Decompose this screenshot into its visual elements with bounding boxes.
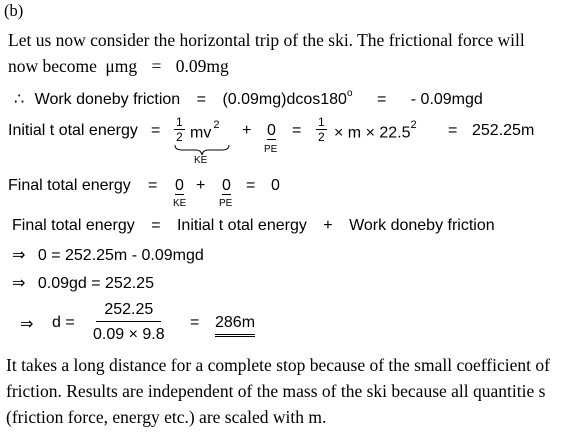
half2-denominator: 2 <box>318 130 325 144</box>
final-lhs: Final total energy <box>8 177 131 194</box>
balance-lhs: Final total energy <box>12 217 135 234</box>
pe-value: 0 <box>267 122 276 139</box>
final-pe-label: PE <box>219 198 233 209</box>
mg-term: mg <box>114 56 138 76</box>
initial-eq-3: = <box>448 122 458 139</box>
final-ke-label: KE <box>173 198 187 209</box>
friction-force-value: 0.09mg <box>175 56 229 76</box>
work-line <box>14 89 483 109</box>
initial-result: 252.25m <box>472 122 535 139</box>
ke-label: KE <box>194 155 208 166</box>
pe-label: PE <box>264 144 278 155</box>
conclusion-line-3: (friction force, energy etc.) are scaled with m. <box>6 407 327 427</box>
step-2 <box>12 273 154 293</box>
half-fraction-2 <box>316 116 327 143</box>
balance-plus: + <box>323 217 333 234</box>
d-denominator: 0.09 × 9.8 <box>93 326 165 343</box>
final-eq-2: = <box>246 177 256 194</box>
balance-eq: = <box>151 217 161 234</box>
step-1-text: 0 = 252.25m - 0.09mgd <box>37 247 204 264</box>
conclusion-line-2: friction. Results are independent of the mass of the ski because all quantitie s <box>6 381 546 401</box>
step-2-text: 0.09gd = 252.25 <box>37 275 154 292</box>
implies-icon: ⇒ <box>20 316 34 333</box>
step-3-arrow <box>20 314 33 334</box>
d-fraction <box>93 302 165 343</box>
implies-icon: ⇒ <box>12 247 26 264</box>
final-result: 0 <box>271 177 280 194</box>
intro-line-1: Let us now consider the horizontal trip of the ski. The frictional force will <box>8 30 525 50</box>
initial-plus: + <box>242 122 252 139</box>
final-pe-value: 0 <box>222 177 231 194</box>
step-1 <box>12 245 204 265</box>
implies-icon: ⇒ <box>12 275 26 292</box>
d-numerator: 252.25 <box>96 302 161 322</box>
final-answer: 286m <box>215 314 255 337</box>
initial-lhs: Initial t otal energy <box>8 122 138 139</box>
mv-text: mv <box>190 124 212 142</box>
part-label: (b) <box>4 1 24 20</box>
mv-exponent: 2 <box>213 119 220 131</box>
balance-rhs: Work doneby friction <box>349 217 495 234</box>
initial-eq-1: = <box>151 122 161 139</box>
balance-mid: Initial t otal energy <box>176 217 307 234</box>
work-eq-1: = <box>196 91 206 108</box>
conclusion-line-1: It takes a long distance for a complete stop because of the small coefficient of <box>6 355 550 375</box>
step-3-lhs: d = <box>52 314 75 331</box>
half-fraction <box>174 116 185 143</box>
final-eq-1: = <box>148 177 158 194</box>
work-eq-2: = <box>376 91 387 108</box>
final-plus: + <box>196 177 206 194</box>
final-ke-value: 0 <box>175 177 184 194</box>
half-denominator: 2 <box>176 130 183 144</box>
speed-exponent: 2 <box>410 119 417 131</box>
intro-line-2 <box>8 56 229 77</box>
step-3-eq: = <box>190 314 200 331</box>
times-m-text: × m × 22.5 <box>334 124 411 142</box>
intro-now-become: now become <box>8 56 97 76</box>
degree-symbol: o <box>346 87 353 99</box>
work-result: - 0.09mgd <box>410 91 483 108</box>
mu-symbol: μ <box>105 56 115 76</box>
balance-line <box>12 217 495 235</box>
mv-term <box>190 119 220 142</box>
times-m-term <box>334 119 417 142</box>
equals-sign: = <box>151 56 162 76</box>
half-numerator: 1 <box>176 115 183 129</box>
half2-numerator: 1 <box>318 115 325 129</box>
work-lhs: Work doneby friction <box>34 91 181 108</box>
therefore-symbol: ∴ <box>14 91 25 108</box>
work-expression: (0.09mg)dcos180 <box>222 91 347 108</box>
initial-eq-2: = <box>292 122 302 139</box>
